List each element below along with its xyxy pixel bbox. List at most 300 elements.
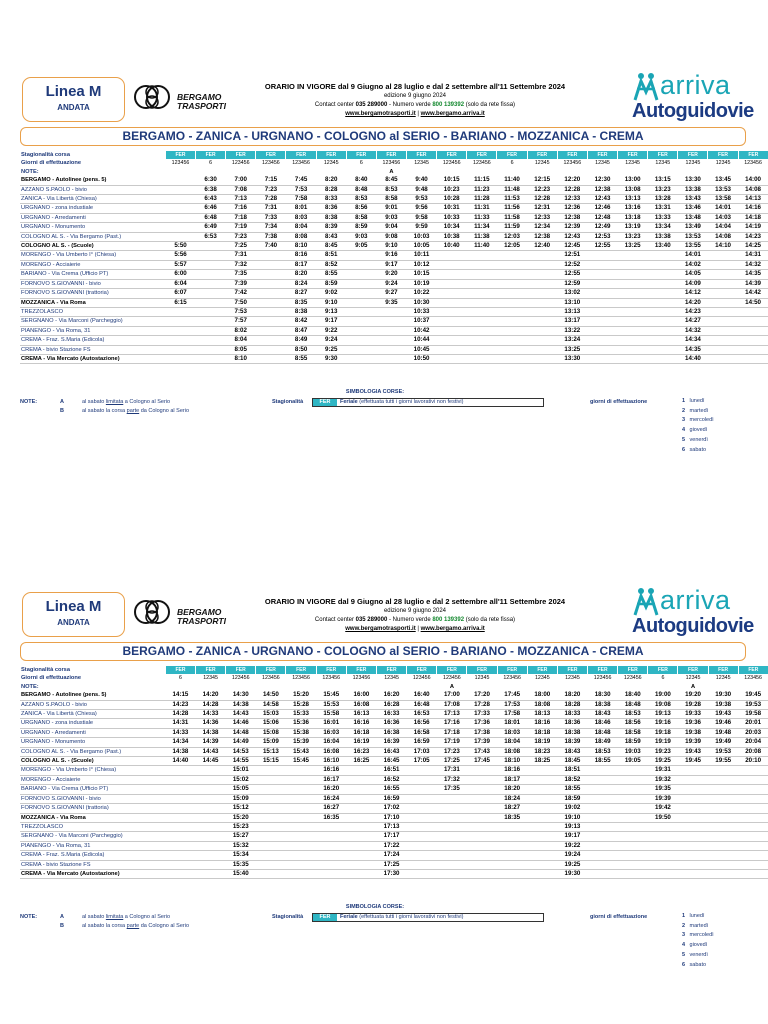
- cell: [256, 326, 286, 335]
- cell: [256, 794, 286, 803]
- stop-row: [20, 223, 768, 232]
- cell: 14:09: [678, 279, 708, 288]
- cell: [497, 270, 527, 279]
- cell: [497, 260, 527, 269]
- cell: [587, 289, 617, 298]
- cell: 17:45: [467, 757, 497, 766]
- cell: 12345: [384, 675, 399, 682]
- stop-row: [20, 195, 768, 204]
- cell: [407, 860, 437, 869]
- cell: 12345: [715, 160, 731, 167]
- cell: [346, 260, 376, 269]
- row-label: URGNANO - Arredamenti: [20, 213, 165, 222]
- cell: 14:43: [196, 747, 226, 756]
- cell: [708, 270, 738, 279]
- cell: [527, 851, 557, 860]
- cell: 15:38: [286, 728, 316, 737]
- cell: 8:48: [346, 185, 376, 194]
- cell: FER: [286, 666, 316, 674]
- cell: 14:23: [165, 700, 195, 709]
- cell: 12:45: [557, 242, 587, 251]
- cell: 12345: [414, 160, 429, 167]
- cell: [618, 270, 648, 279]
- timetable: [20, 666, 768, 879]
- cell: [527, 168, 557, 176]
- cell: [648, 841, 678, 850]
- cell: [256, 279, 286, 288]
- cell: 5:56: [165, 251, 195, 260]
- cell: [437, 336, 467, 345]
- cell: [678, 813, 708, 822]
- cell: [165, 213, 195, 222]
- cell: 13:34: [648, 223, 678, 232]
- cell: 8:56: [346, 204, 376, 213]
- row-label: TREZZOLASCO: [20, 822, 165, 831]
- row-label: MORENGO - Acciaierie: [20, 260, 165, 269]
- cell: [497, 168, 527, 176]
- cell: [497, 307, 527, 316]
- cell: [648, 345, 678, 354]
- cell: 16:39: [377, 738, 407, 747]
- cell: 8:49: [286, 336, 316, 345]
- cell: [407, 683, 437, 691]
- cell: 8:24: [286, 279, 316, 288]
- cell: [527, 317, 557, 326]
- cell: 12:46: [587, 204, 617, 213]
- cell: 18:25: [527, 757, 557, 766]
- cell: 7:31: [226, 251, 256, 260]
- cell: FER: [497, 666, 527, 674]
- cell: 10:33: [437, 213, 467, 222]
- cell: 123456: [443, 675, 461, 682]
- cell: 14:02: [678, 260, 708, 269]
- cell: 18:18: [527, 728, 557, 737]
- cell: 12:31: [527, 204, 557, 213]
- cell: [346, 336, 376, 345]
- cell: [648, 822, 678, 831]
- cell: 9:01: [376, 204, 406, 213]
- cell: 18:10: [497, 757, 527, 766]
- row-label: URGNANO - zona industiale: [20, 204, 165, 213]
- cell: [286, 832, 316, 841]
- cell: [738, 307, 768, 316]
- cell: [587, 168, 617, 176]
- bergamo-trasporti-wordmark: BERGAMO TRASPORTI: [177, 92, 226, 111]
- cell: [316, 860, 346, 869]
- cell: 14:16: [738, 204, 768, 213]
- cell: [256, 168, 286, 176]
- cell: 16:33: [377, 710, 407, 719]
- cell: 12:55: [587, 242, 617, 251]
- row-label: PIANENGO - Via Roma, 31: [20, 326, 165, 335]
- cell: 16:43: [377, 747, 407, 756]
- stop-row: [20, 279, 768, 288]
- cell: [346, 317, 376, 326]
- cell: 8:01: [286, 204, 316, 213]
- cell: [196, 869, 226, 878]
- stop-row: [20, 204, 768, 213]
- cell: [678, 775, 708, 784]
- cell: [286, 822, 316, 831]
- cell: 12345: [655, 160, 671, 167]
- row-label: AZZANO S.PAOLO - bivio: [20, 185, 165, 194]
- cell: [316, 841, 346, 850]
- cell: [678, 785, 708, 794]
- legend-stagionalita-label: Stagionalità: [272, 914, 304, 920]
- stop-row: [20, 860, 768, 869]
- cell: [648, 298, 678, 307]
- cell: 7:42: [226, 289, 256, 298]
- cell: 18:43: [557, 747, 587, 756]
- day-item: 1 lunedì: [682, 398, 705, 404]
- cell: 15:43: [286, 747, 316, 756]
- cell: [467, 345, 497, 354]
- cell: [618, 851, 648, 860]
- cell: 15:20: [226, 813, 256, 822]
- cell: [467, 794, 497, 803]
- cell: 123456: [231, 160, 250, 167]
- cell: [256, 785, 286, 794]
- cell: 17:30: [377, 869, 407, 878]
- line-badge: [22, 592, 125, 637]
- cell: 9:25: [316, 345, 346, 354]
- cell: [407, 775, 437, 784]
- cell: [437, 317, 467, 326]
- row-label: Giorni di effettuazione: [21, 675, 82, 682]
- cell: 16:25: [346, 757, 376, 766]
- cell: [588, 683, 618, 691]
- cell: 11:40: [497, 176, 527, 185]
- cell: [527, 270, 557, 279]
- cell: 7:50: [226, 298, 256, 307]
- cell: [467, 251, 497, 260]
- cell: [165, 232, 195, 241]
- cell: 12:43: [557, 232, 587, 241]
- cell: 8:55: [316, 270, 346, 279]
- cell: 8:35: [286, 298, 316, 307]
- cell: [738, 813, 768, 822]
- cell: [738, 326, 768, 335]
- cell: 13:58: [708, 195, 738, 204]
- cell: [256, 683, 286, 691]
- cell: 17:08: [437, 700, 467, 709]
- cell: 19:02: [557, 804, 587, 813]
- cell: [165, 869, 195, 878]
- cell: 14:35: [678, 345, 708, 354]
- cell: 12345: [534, 675, 550, 682]
- cell: [346, 168, 376, 176]
- cell: 9:03: [376, 213, 406, 222]
- cell: 16:36: [377, 719, 407, 728]
- day-item: 5 venerdì: [682, 951, 708, 958]
- cell: [165, 683, 195, 691]
- cell: 123456: [563, 160, 582, 167]
- cell: [467, 317, 497, 326]
- cell: [407, 851, 437, 860]
- cell: 19:53: [708, 747, 738, 756]
- cell: [256, 270, 286, 279]
- cell: [467, 785, 497, 794]
- cell: [256, 251, 286, 260]
- cell: [588, 860, 618, 869]
- cell: [437, 354, 467, 363]
- cell: 14:19: [738, 223, 768, 232]
- cell: 14:48: [226, 728, 256, 737]
- cell: FER: [527, 151, 557, 159]
- cell: [588, 794, 618, 803]
- cell: [437, 168, 467, 176]
- cell: [346, 251, 376, 260]
- row-label: FORNOVO S.GIOVANNI - bivio: [20, 279, 165, 288]
- cell: [346, 841, 376, 850]
- cell: 18:20: [497, 785, 527, 794]
- cell: 13:30: [678, 176, 708, 185]
- cell: 14:36: [196, 719, 226, 728]
- cell: 7:38: [256, 232, 286, 241]
- cell: 19:24: [557, 851, 587, 860]
- cell: FER: [406, 151, 436, 159]
- cell: [497, 683, 527, 691]
- cell: [346, 298, 376, 307]
- cell: [588, 775, 618, 784]
- cell: 19:38: [708, 700, 738, 709]
- cell: [165, 354, 195, 363]
- cell: 13:43: [678, 195, 708, 204]
- cell: 19:31: [648, 766, 678, 775]
- cell: 20:04: [738, 738, 768, 747]
- cell: [678, 804, 708, 813]
- cell: 12345: [203, 675, 218, 682]
- cell: 20:03: [738, 728, 768, 737]
- cell: 8:38: [286, 307, 316, 316]
- cell: 14:55: [226, 757, 256, 766]
- cell: 14:23: [678, 307, 708, 316]
- cell: 14:10: [708, 242, 738, 251]
- cell: 19:18: [648, 728, 678, 737]
- cell: [708, 804, 738, 813]
- cell: [588, 822, 618, 831]
- row-label: FORNOVO S.GIOVANNI - bivio: [20, 794, 165, 803]
- cell: 14:38: [226, 700, 256, 709]
- cell: 8:02: [226, 326, 256, 335]
- stop-row: [20, 841, 768, 850]
- cell: 9:08: [376, 232, 406, 241]
- cell: [587, 298, 617, 307]
- cell: [437, 260, 467, 269]
- cell: [165, 851, 195, 860]
- cell: 16:18: [346, 728, 376, 737]
- cell: 10:44: [406, 336, 436, 345]
- cell: 15:02: [226, 775, 256, 784]
- cell: 17:19: [437, 738, 467, 747]
- cell: 17:58: [497, 710, 527, 719]
- row-label: BARIANO - Via Crema (Ufficio PT): [20, 785, 165, 794]
- cell: [618, 804, 648, 813]
- cell: [588, 785, 618, 794]
- day-item: 6 sabato: [682, 961, 707, 968]
- cell: 15:33: [286, 710, 316, 719]
- stop-row: [20, 766, 768, 775]
- cell: [165, 785, 195, 794]
- simbologia-title: SIMBOLOGIA CORSE:: [345, 389, 405, 395]
- cell: [618, 822, 648, 831]
- cell: 14:05: [678, 270, 708, 279]
- cell: 17:23: [437, 747, 467, 756]
- cell: [527, 354, 557, 363]
- stop-row: [20, 251, 768, 260]
- cell: 11:15: [467, 176, 497, 185]
- stop-row: [20, 869, 768, 878]
- cell: 15:58: [316, 710, 346, 719]
- cell: 6: [209, 160, 213, 167]
- cell: [497, 822, 527, 831]
- cell: 14:34: [165, 738, 195, 747]
- cell: [618, 345, 648, 354]
- cell: 19:17: [557, 832, 587, 841]
- timetable-sheet-1: [0, 0, 768, 500]
- cell: 12:53: [587, 232, 617, 241]
- cell: [165, 860, 195, 869]
- row-label: COLOGNO AL S. - (Scuole): [20, 242, 165, 251]
- website-link-bergamotrasporti[interactable]: www.bergamotrasporti.it: [345, 111, 416, 117]
- cell: [527, 298, 557, 307]
- cell: [527, 683, 557, 691]
- cell: 18:33: [557, 710, 587, 719]
- cell: [648, 307, 678, 316]
- cell: 16:19: [346, 738, 376, 747]
- cell: [346, 832, 376, 841]
- cell: 11:34: [467, 223, 497, 232]
- cell: 18:23: [527, 747, 557, 756]
- cell: 8:51: [316, 251, 346, 260]
- cell: 18:45: [557, 757, 587, 766]
- cell: [497, 869, 527, 878]
- cell: [467, 841, 497, 850]
- cell: FER: [618, 151, 648, 159]
- cell: [738, 345, 768, 354]
- cell: [256, 345, 286, 354]
- cell: 12:48: [587, 213, 617, 222]
- website-link-bergamotrasporti[interactable]: www.bergamotrasporti.it: [345, 626, 416, 632]
- cell: [286, 860, 316, 869]
- cell: 18:46: [588, 719, 618, 728]
- cell: [256, 841, 286, 850]
- cell: 7:23: [226, 232, 256, 241]
- cell: 6:15: [165, 298, 195, 307]
- cell: 18:56: [618, 719, 648, 728]
- cell: 123456: [262, 160, 280, 167]
- cell: [165, 317, 195, 326]
- arriva-autoguidovie-logo: [632, 585, 752, 641]
- cell: [467, 851, 497, 860]
- cell: 15:12: [226, 804, 256, 813]
- cell: 7:34: [256, 223, 286, 232]
- cell: 10:31: [437, 204, 467, 213]
- legend-days-list: [682, 912, 714, 970]
- cell: 12345: [715, 675, 731, 682]
- cell: [286, 683, 316, 691]
- cell: 14:28: [165, 710, 195, 719]
- cell: 7:23: [256, 185, 286, 194]
- cell: 19:45: [678, 757, 708, 766]
- row-label: URGNANO - Monumento: [20, 738, 165, 747]
- website-link-arriva[interactable]: www.bergamo.arriva.it: [420, 626, 485, 632]
- cell: FER: [256, 151, 286, 159]
- cell: [316, 168, 346, 176]
- cell: A: [449, 683, 454, 690]
- row-label: PIANENGO - Via Roma, 31: [20, 841, 165, 850]
- cell: [588, 813, 618, 822]
- cell: [738, 851, 768, 860]
- cell: [346, 851, 376, 860]
- cell: 14:40: [165, 757, 195, 766]
- cell: 8:43: [316, 232, 346, 241]
- cell: [648, 279, 678, 288]
- cell: 9:53: [406, 195, 436, 204]
- cell: [256, 354, 286, 363]
- cell: 8:04: [286, 223, 316, 232]
- website-link-arriva[interactable]: www.bergamo.arriva.it: [420, 111, 485, 117]
- cell: [165, 336, 195, 345]
- cell: [346, 775, 376, 784]
- cell: [346, 326, 376, 335]
- cell: [346, 289, 376, 298]
- stop-row: [20, 794, 768, 803]
- row-label: MOZZANICA - Via Roma: [20, 813, 165, 822]
- cell: 6:49: [196, 223, 226, 232]
- cell: 9:35: [376, 298, 406, 307]
- cell: [738, 822, 768, 831]
- cell: [196, 785, 226, 794]
- cell: 17:16: [437, 719, 467, 728]
- cell: 12:38: [557, 213, 587, 222]
- cell: [738, 336, 768, 345]
- cell: [286, 766, 316, 775]
- cell: 9:17: [376, 260, 406, 269]
- cell: 123456: [744, 675, 762, 682]
- row-label: MOZZANICA - Via Roma: [20, 298, 165, 307]
- cell: [618, 813, 648, 822]
- cell: [286, 794, 316, 803]
- cell: 19:49: [708, 738, 738, 747]
- cell: [618, 354, 648, 363]
- cell: 9:24: [316, 336, 346, 345]
- cell: 8:58: [346, 213, 376, 222]
- cell: [618, 317, 648, 326]
- cell: 14:39: [738, 279, 768, 288]
- cell: 8:33: [316, 195, 346, 204]
- cell: [678, 822, 708, 831]
- stop-row: [20, 270, 768, 279]
- cell: 14:25: [738, 242, 768, 251]
- cell: 12:55: [557, 270, 587, 279]
- legend-note-a: A al sabato limitata a Cologno al Serio: [60, 399, 171, 405]
- cell: [346, 683, 376, 691]
- cell: 12345: [625, 160, 640, 167]
- cell: [437, 307, 467, 316]
- cell: 7:57: [226, 317, 256, 326]
- cell: FER: [557, 666, 587, 674]
- cell: 19:48: [708, 728, 738, 737]
- cell: 14:12: [678, 289, 708, 298]
- cell: 10:05: [406, 242, 436, 251]
- cell: 8:27: [286, 289, 316, 298]
- cell: 11:23: [467, 185, 497, 194]
- cell: FER: [165, 666, 195, 674]
- stop-row: [20, 289, 768, 298]
- cell: [557, 683, 587, 691]
- cell: 18:16: [497, 766, 527, 775]
